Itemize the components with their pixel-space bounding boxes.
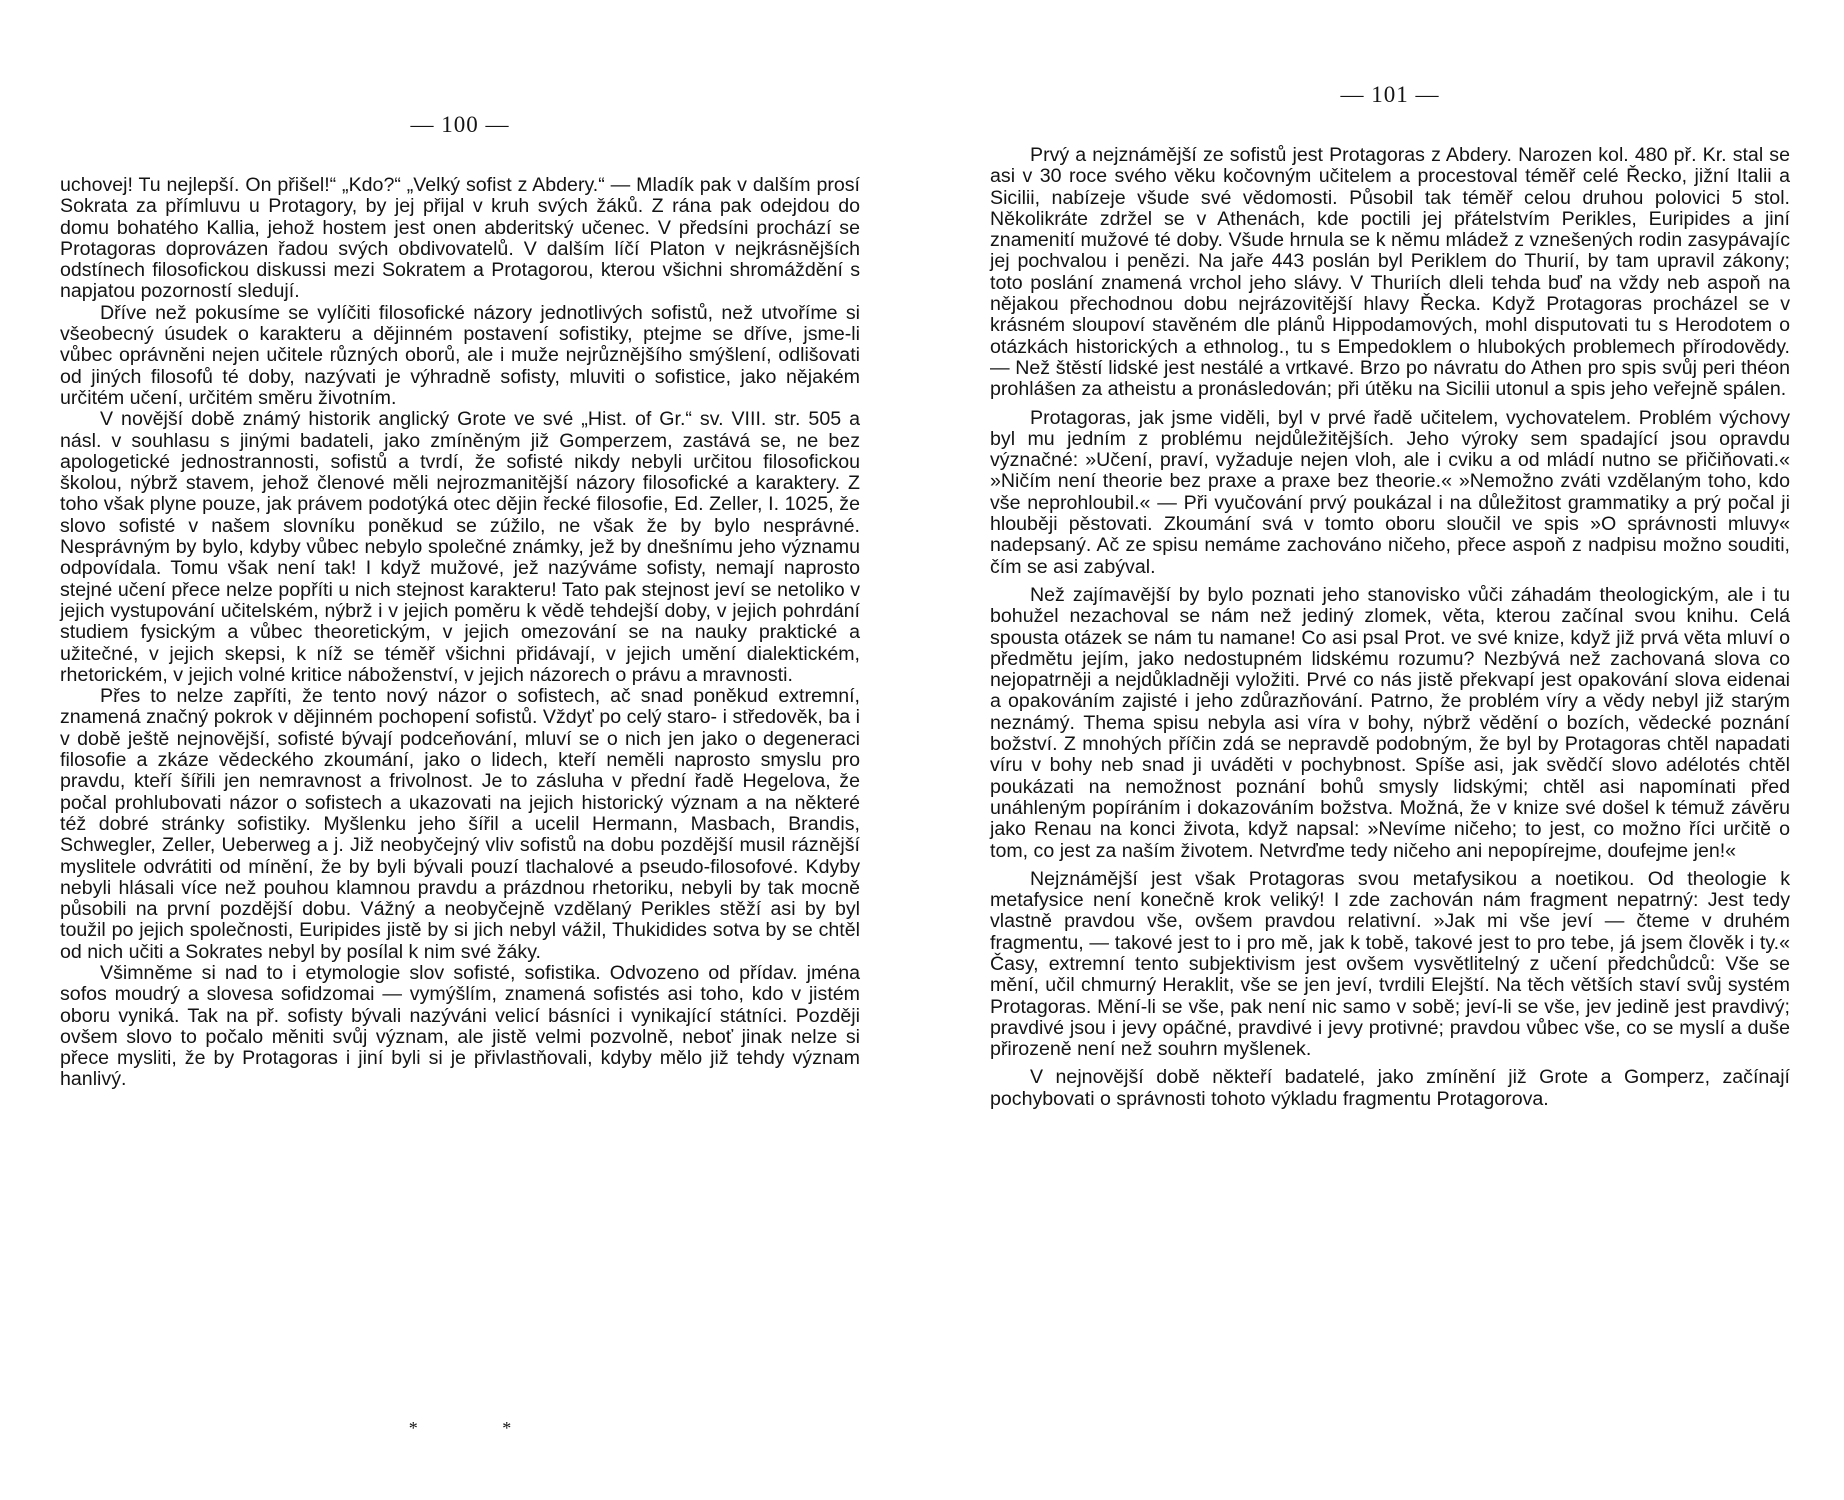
paragraph: Protagoras, jak jsme viděli, byl v prvé řadě učitelem, vychovatelem. Problém výchovy byl mu jedním z problému nejdůležitějších. Jeho výroky sem spadající jsou opravdu význačné: »Učení, praví, vyžaduje nejen vloh, ale i cviku a od mládí nutno se přičiňovati.« »Ničím není theorie bez praxe a praxe bez theorie.« »Nemožno zváti vzdělaným toho, kdo vše neprohloubil.« — Při vyučování prvý poukázal i na důležitost grammatiky a prý počal ji hlouběji pěstovati. Zkoumání svá v tomto oboru sloučil ve spis »O správnosti mluvy« nadepsaný. Ač ze spisu nemáme zachováno ničeho, přece aspoň z nadpisu možno souditi, čím se asi zabýval. [990, 406, 1790, 578]
paragraph: Prvý a nejznámější ze sofistů jest Protagoras z Abdery. Narozen kol. 480 př. Kr. stal se asi v 30 roce svého věku kočovným učitelem a procestoval téměř celé Řecko, jižní Italii a Sicilii, nabízeje všude své vědomosti. Působil tak téměř celou druhou polovici 5 stol. Několikráte zdržel se v Athenách, kde poctili jej přátelstvím Perikles, Euripides a jiní znamenití mužové té doby. Všude hrnula se k němu mládež z vznešených rodin zasypávajíc jej pochvalou i penězi. Na jaře 443 poslán byl Periklem do Thurií, by tam upravil zákony; toto poslání znamená vrchol jeho slávy. V Thuriích dleli tehda buď na vždy neb aspoň na nějakou přechodnou dobu nejrázovitější hlavy Řecka. Když Protagoras procházel se v krásném sloupoví stavěném dle plánů Hippodamových, mohl disputovati tu s Herodotem o otázkách historických a ethnolog., tu s Empedoklem o hlubokých problemech přírodovědy. — Než štěstí lidské jest nestálé a vrtkavé. Brzo po návratu do Athen pro spis svůj peri théon prohlášen za atheistu a pronásledován; při útěku na Sicilii utonul a spis jeho veřejně spálen. [990, 144, 1790, 401]
right-page [990, 0, 1790, 1500]
paragraph: uchovej! Tu nejlepší. On přišel!“ „Kdo?“ „Velký sofist z Abdery.“ — Mladík pak v dalším prosí Sokrata za přímluvu u Protagory, by jej přijal v kruh svých žáků. Z rána pak odejdou do domu bohatého Kallia, jehož hostem jest onen abderitský učenec. V předsíni prochází se Protagoras doprovázen řadou svých obdivovatelů. V dalším líčí Platon v nejkrásnějších odstínech filosofickou diskussi mezi Sokratem a Protagorou, kterou všichni shromáždění s napjatou pozorností sledují. [60, 174, 860, 303]
page-number: — 100 — [410, 112, 510, 137]
paragraph: Přes to nelze zapříti, že tento nový názor o sofistech, ač snad poněkud extremní, znamená značný pokrok v dějinném pochopení sofistů. Vždyť po celý staro- i středověk, ba i v době ještě nejnovější, sofisté bývají podceňování, mluví se o nich jen jako o degeneraci filosofie a zkáze vědeckého zkoumání, jako o lidech, kteří neměli naprosto smyslu pro pravdu, kteří šířili jen nemravnost a frivolnost. Je to zásluha v přední řadě Hegelova, že počal prohlubovati názor o sofistech a ukazovati na jejich historický význam a na některé též dobré stránky sofistiky. Myšlenku jeho šířil a ucelil Hermann, Masbach, Brandis, Schwegler, Zeller, Ueberweg a j. Již neobyčejný vliv sofistů na dobu pozdější musil ráznější myslitele odvrátiti od mínění, že by byli bývali pouzí tlachalové a pseudo-filosofové. Kdyby nebyli hlásali více než pouhou klamnou pravdu a prázdnou rhetoriku, nebyli by tak mocně působili na první pozdější dobu. Vážný a neobyčejně vzdělaný Perikles stěží asi by byl toužil po jejich společnosti, Euripides jistě by si jich nebyl vážil, Thukidides sotva by se chtěl od nich učiti a Sokrates nebyl by posílal k nim své žáky. [60, 685, 860, 963]
paragraph: V novější době známý historik anglický Grote ve své „Hist. of Gr.“ sv. VIII. str. 505 a násl. v souhlasu s jinými badateli, jako zmíněným již Gomperzem, zastává se, ne bez apologetické jednostrannosti, sofistů a tvrdí, že sofisté nikdy nebyli určitou filosofickou školou, nýbrž stavem, jehož členové měli nejrozmanitější názory filosofické a karaktery. Z toho však plyne pouze, jak právem podotýká otec dějin řecké filosofie, Ed. Zeller, I. 1025, že slovo sofisté v našem slovníku poněkud se zúžilo, ne však že by bylo nesprávné. Nesprávným by bylo, kdyby vůbec nebylo společné známky, jež by dnešnímu jeho významu odpovídala. Tomu však není tak! I když mužové, jež nazýváme sofisty, nemají naprosto stejné učení přece nelze popříti u nich stejnost karakteru! Tato pak stejnost jeví se netoliko v jejich vystupování učitelském, nýbrž i v jejich poměru k vědě tehdejší doby, v jejich pohrdání studiem fysickým a vůbec theoretickým, v jejich omezování se na nauky praktické a užitečné, v jejich skepsi, k níž se téměř všichni přidávají, v jejich umění dialektickém, rhetorickém, v jejich volné kritice náboženství, v jejich názorech o právu a mravnosti. [60, 408, 860, 686]
paragraph: Všimněme si nad to i etymologie slov sofisté, sofistika. Odvozeno od přídav. jména sofos moudrý a slovesa sofidzomai — vymýšlím, znamená sofistés asi toho, kdo v jistém oboru vyniká. Tak na př. sofisty bývali nazýváni velicí básníci i vynikající státníci. Později ovšem slovo to počalo měniti svůj význam, ale jistě velmi pozvolně, neboť jinak nelze si přece mysliti, že by Protagoras i jiní byli si je přivlastňovali, kdyby mělo již tehdy význam hanlivý. [60, 961, 860, 1091]
paragraph: V nejnovější době někteří badatelé, jako zmínění již Grote a Gomperz, začínají pochybovati o správnosti tohoto výkladu fragmentu Protagorova. [990, 1066, 1790, 1110]
page-number: — 101 — [1340, 82, 1440, 107]
page-body [990, 145, 1790, 1110]
page-body [60, 175, 860, 1091]
paragraph: Než zajímavější by bylo poznati jeho stanovisko vůči záhadám theologickým, ale i tu bohužel nezachoval se nám než jediný zlomek, věta, kterou začínal svou knihu. Celá spousta otázek se nám tu namane! Co asi psal Prot. ve své knize, když již prvá věta mluví o předmětu jejím, jako nedostupném lidskému rozumu? Nezbývá než zachovaná slova co nejopatrněji a nejdůkladněji vyložiti. Prvé co nás jistě překvapí jest opakování slova eidenai a opakováním zajisté i jeho zdůrazňování. Patrno, že problém víry a vědy nebyl již starým neznámý. Thema spisu nebyla asi víra v bohy, nýbrž vědění o bozích, vědecké poznání božství. Z mnohých příčin zdá se nepravdě podobným, že byl by Protagoras chtěl napadati víru v bohy neb snad ji uváděti v pochybnost. Spíše asi, jak svědčí slovo adélotés chtěl poukázati na nemožnost poznání bohů smysly lidskými; chtěl asi napomínati před unáhleným popíráním i dokazováním božstva. Možná, že v knize své došel k témuž závěru jako Renau na konci života, když napsal: »Nevíme ničeho; to jest, co možno říci určitě o tom, co jest za naším životem. Netvrďme tedy ničeho ani nepopírejme, doufejme jen!« [990, 583, 1790, 862]
section-break: * * [408, 1418, 512, 1438]
left-page [60, 0, 860, 1500]
paragraph: Dříve než pokusíme se vylíčiti filosofické názory jednotlivých sofistů, než utvoříme si všeobecný úsudek o karakteru a dějinném postavení sofistiky, ptejme se dříve, jsme-li vůbec oprávněni nejen učitele různých oborů, ale i muže nejrůznějšího smýšlení, odlišovati od jiných filosofů té doby, nazývati je výhradně sofisty, mluviti o sofistice, jako nějakém určitém učení, určitém směru životním. [60, 301, 860, 409]
paragraph: Nejznámější jest však Protagoras svou metafysikou a noetikou. Od theologie k metafysice není konečně krok veliký! I zde zachován nám fragment nepatrný: Jest tedy vlastně pravdou vše, ovšem pravdou relativní. »Jak mi vše jeví — čteme v druhém fragmentu, — takové jest to i pro mě, jak k tobě, takové jest to pro tebe, já jsem člověk i ty.« Časy, extremní tento subjektivism jest ovšem vysvětlitelný z učení předchůdců: Vše se mění, učil chmurný Heraklit, vše se jen jeví, tvrdili Elejští. Na těch větších staví svůj systém Protagoras. Mění-li se vše, pak není nic samo v sobě; jeví-li se vše, jev jedině jest pravdivý; pravdivé jsou i jevy opáčné, pravdivé i jevy protivné; pravdou vůbec vše, co se myslí a duše přirozeně není než souhrn myšlenek. [990, 867, 1790, 1061]
